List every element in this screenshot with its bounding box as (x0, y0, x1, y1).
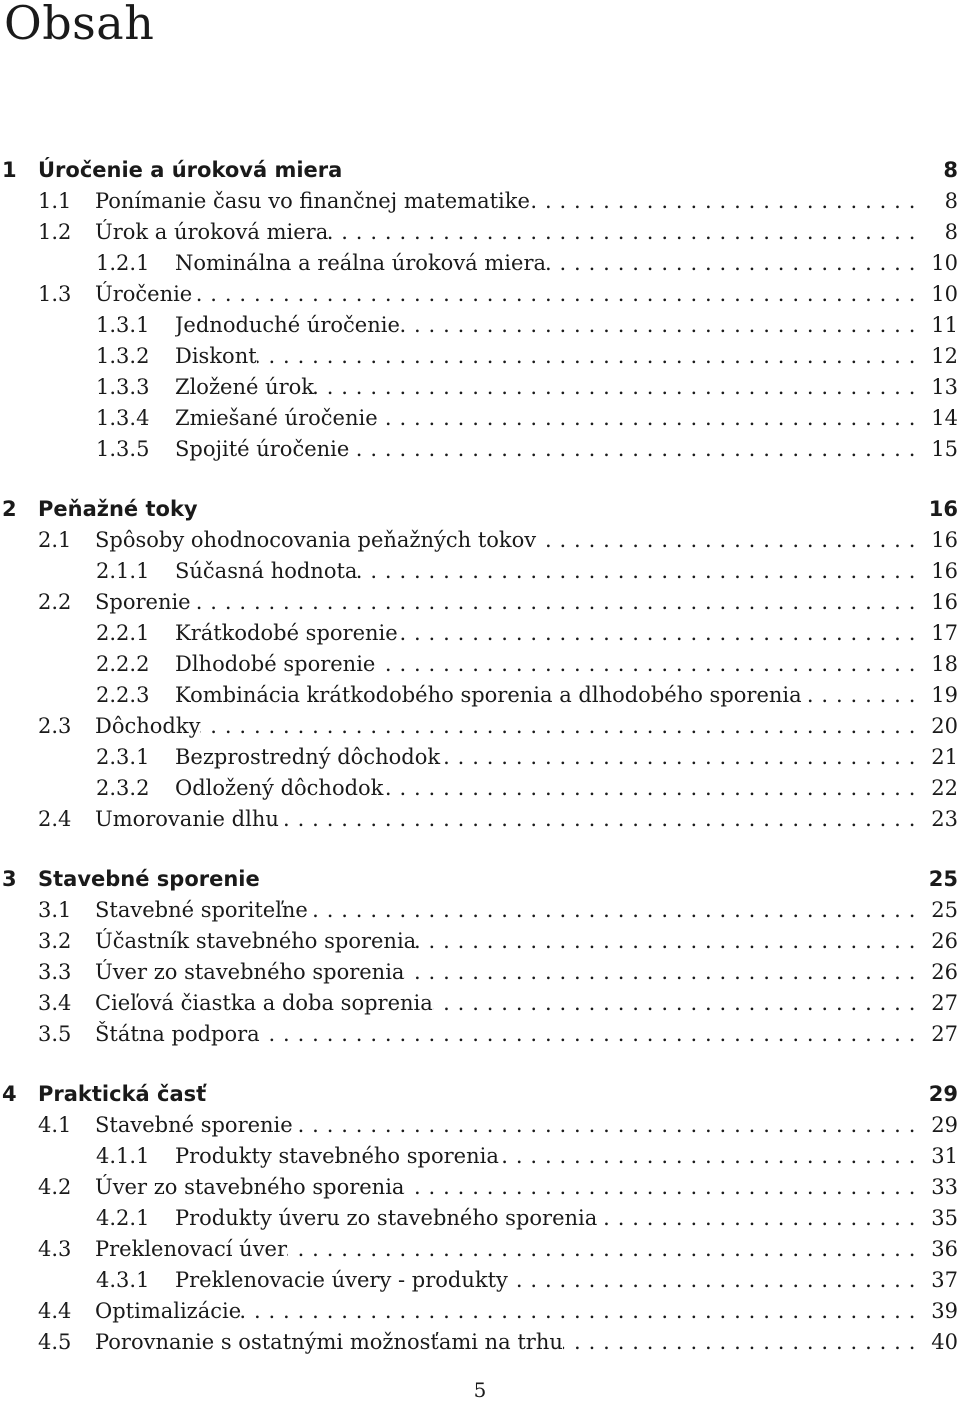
entry-title: Účastník stavebného sporenia (95, 929, 417, 953)
dot-leader (433, 988, 916, 1019)
entry-number: 4.2.1 (96, 1206, 150, 1230)
entry-number: 2.2 (38, 590, 72, 614)
toc-entry[interactable] (0, 1203, 960, 1234)
entry-page: 25 (931, 898, 958, 922)
entry-title: Diskont (175, 344, 257, 368)
entry-title: Štátna podpora (95, 1022, 260, 1046)
toc-entry[interactable] (0, 926, 960, 957)
dot-leader (260, 1019, 916, 1050)
table-of-contents (0, 155, 960, 1358)
entry-title: Jednoduché úročenie (175, 313, 400, 337)
entry-number: 4.3 (38, 1237, 72, 1261)
dot-leader (279, 804, 916, 835)
entry-page: 8 (944, 189, 958, 213)
dot-leader (508, 1265, 916, 1296)
entry-line (95, 186, 916, 217)
entry-line (95, 1110, 916, 1141)
entry-title: Produkty úveru zo stavebného sporenia (175, 1206, 598, 1230)
entry-title: Spôsoby ohodnocovania peňažných tokov (95, 528, 537, 552)
entry-line (175, 680, 916, 711)
toc-entry[interactable] (0, 186, 960, 217)
entry-page: 29 (931, 1113, 958, 1137)
entry-page: 31 (931, 1144, 958, 1168)
dot-leader (257, 341, 916, 372)
entry-page: 8 (944, 220, 958, 244)
dot-leader (499, 1141, 916, 1172)
toc-entry[interactable] (0, 1296, 960, 1327)
entry-line (95, 525, 916, 556)
entry-page: 16 (931, 590, 958, 614)
toc-entry[interactable] (0, 587, 960, 618)
toc-entry[interactable] (0, 434, 960, 465)
entry-number: 2.3.2 (96, 776, 150, 800)
entry-title: Súčasná hodnota (175, 559, 358, 583)
entry-line (175, 618, 916, 649)
entry-line (175, 649, 916, 680)
chapter-title: Úročenie a úroková miera (38, 158, 343, 182)
dot-leader (400, 310, 916, 341)
dot-leader (308, 895, 916, 926)
entry-number: 3.4 (38, 991, 72, 1015)
chapter-number: 1 (2, 158, 17, 182)
toc-entry[interactable] (0, 1265, 960, 1296)
toc-entry[interactable] (0, 1110, 960, 1141)
toc-entry[interactable] (0, 403, 960, 434)
entry-title: Preklenovací úver (95, 1237, 288, 1261)
entry-line (95, 804, 916, 835)
toc-entry[interactable] (0, 1327, 960, 1358)
entry-title: Dlhodobé sporenie (175, 652, 376, 676)
entry-number: 1.3.3 (96, 375, 150, 399)
dot-leader (546, 248, 916, 279)
entry-number: 2.2.3 (96, 683, 150, 707)
entry-page: 35 (931, 1206, 958, 1230)
entry-line (95, 217, 916, 248)
dot-leader (200, 711, 916, 742)
entry-line (175, 1141, 916, 1172)
entry-number: 1.3.5 (96, 437, 150, 461)
entry-number: 2.3 (38, 714, 72, 738)
entry-title: Zmiešané úročenie (175, 406, 378, 430)
entry-page: 39 (931, 1299, 958, 1323)
dot-leader (416, 926, 916, 957)
dot-leader (440, 742, 916, 773)
dot-leader (314, 372, 916, 403)
entry-title: Nominálna a reálna úroková miera (175, 251, 546, 275)
toc-entry[interactable] (0, 279, 960, 310)
entry-title: Dôchodky (95, 714, 201, 738)
entry-line (175, 341, 916, 372)
entry-page: 27 (931, 991, 958, 1015)
dot-leader (287, 1234, 916, 1265)
dot-leader (192, 279, 916, 310)
chapter-title: Peňažné toky (38, 497, 198, 521)
entry-line (95, 957, 916, 988)
entry-title: Stavebné sporiteľne (95, 898, 308, 922)
toc-chapter[interactable] (0, 864, 960, 895)
entry-number: 4.3.1 (96, 1268, 150, 1292)
entry-number: 1.2.1 (96, 251, 150, 275)
entry-line (175, 1203, 916, 1234)
entry-line (95, 711, 916, 742)
entry-line (95, 1234, 916, 1265)
chapter-number: 3 (2, 867, 17, 891)
entry-page: 20 (931, 714, 958, 738)
entry-page: 33 (931, 1175, 958, 1199)
page-number: 5 (473, 1378, 487, 1402)
entry-number: 3.2 (38, 929, 72, 953)
toc-entry[interactable] (0, 804, 960, 835)
toc-chapter[interactable] (0, 155, 960, 186)
entry-line (95, 926, 916, 957)
entry-page: 40 (931, 1330, 958, 1354)
entry-number: 4.2 (38, 1175, 72, 1199)
toc-entry[interactable] (0, 217, 960, 248)
entry-line (95, 587, 916, 618)
dot-leader (597, 1203, 916, 1234)
dot-leader (383, 773, 916, 804)
chapter-number: 4 (2, 1082, 17, 1106)
entry-title: Ponímanie času vo finančnej matematike (95, 189, 530, 213)
entry-line (175, 248, 916, 279)
dot-leader (563, 1327, 916, 1358)
entry-title: Kombinácia krátkodobého sporenia a dlhodobého sporenia (175, 683, 802, 707)
entry-page: 18 (931, 652, 958, 676)
toc-entry[interactable] (0, 618, 960, 649)
toc-entry[interactable] (0, 248, 960, 279)
dot-leader (802, 680, 916, 711)
entry-line (175, 742, 916, 773)
entry-number: 1.3.4 (96, 406, 150, 430)
entry-title: Sporenie (95, 590, 191, 614)
dot-leader (241, 1296, 916, 1327)
dot-leader (378, 403, 916, 434)
entry-page: 15 (931, 437, 958, 461)
toc-entry[interactable] (0, 957, 960, 988)
dot-leader (530, 186, 916, 217)
entry-number: 2.3.1 (96, 745, 150, 769)
entry-number: 3.5 (38, 1022, 72, 1046)
entry-number: 1.3 (38, 282, 72, 306)
toc-entry[interactable] (0, 1172, 960, 1203)
entry-title: Preklenovacie úvery - produkty (175, 1268, 508, 1292)
entry-number: 4.5 (38, 1330, 72, 1354)
dot-leader (536, 525, 916, 556)
entry-page: 19 (931, 683, 958, 707)
entry-title: Produkty stavebného sporenia (175, 1144, 499, 1168)
entry-line (175, 372, 916, 403)
dot-leader (191, 587, 916, 618)
entry-line (175, 556, 916, 587)
entry-title: Spojité úročenie (175, 437, 350, 461)
entry-page: 36 (931, 1237, 958, 1261)
entry-line (175, 310, 916, 341)
entry-page: 17 (931, 621, 958, 645)
entry-page: 23 (931, 807, 958, 831)
entry-title: Úver zo stavebného sporenia (95, 1175, 405, 1199)
toc-entry[interactable] (0, 525, 960, 556)
entry-title: Zložené úrok (175, 375, 315, 399)
entry-number: 3.1 (38, 898, 72, 922)
entry-title: Úrok a úroková miera (95, 220, 329, 244)
toc-entry[interactable] (0, 341, 960, 372)
chapter-number: 2 (2, 497, 17, 521)
entry-page: 16 (931, 528, 958, 552)
entry-line (175, 403, 916, 434)
toc-entry[interactable] (0, 556, 960, 587)
toc-entry[interactable] (0, 773, 960, 804)
entry-title: Krátkodobé sporenie (175, 621, 398, 645)
chapter-title: Praktická časť (38, 1082, 207, 1106)
entry-number: 2.1.1 (96, 559, 150, 583)
entry-number: 2.4 (38, 807, 72, 831)
chapter-page: 25 (928, 867, 958, 891)
dot-leader (375, 649, 916, 680)
entry-title: Umorovanie dlhu (95, 807, 279, 831)
entry-number: 1.3.2 (96, 344, 150, 368)
entry-line (95, 1296, 916, 1327)
entry-title: Stavebné sporenie (95, 1113, 293, 1137)
dot-leader (328, 217, 916, 248)
entry-line (175, 1265, 916, 1296)
toc-entry[interactable] (0, 1141, 960, 1172)
entry-number: 1.1 (38, 189, 72, 213)
entry-page: 27 (931, 1022, 958, 1046)
entry-page: 26 (931, 960, 958, 984)
entry-page: 14 (931, 406, 958, 430)
toc-entry[interactable] (0, 895, 960, 926)
entry-number: 4.1.1 (96, 1144, 150, 1168)
entry-title: Úročenie (95, 282, 193, 306)
entry-page: 10 (931, 251, 958, 275)
toc-entry[interactable] (0, 711, 960, 742)
dot-leader (398, 618, 916, 649)
toc-entry[interactable] (0, 1234, 960, 1265)
entry-line (175, 773, 916, 804)
entry-line (95, 279, 916, 310)
entry-title: Porovnanie s ostatnými možnosťami na trhu (95, 1330, 563, 1354)
entry-page: 12 (931, 344, 958, 368)
entry-page: 16 (931, 559, 958, 583)
chapter-page: 29 (928, 1082, 958, 1106)
dot-leader (349, 434, 916, 465)
chapter-page: 16 (928, 497, 958, 521)
toc-entry[interactable] (0, 742, 960, 773)
entry-title: Cieľová čiastka a doba soprenia (95, 991, 433, 1015)
toc-entry[interactable] (0, 988, 960, 1019)
entry-line (95, 895, 916, 926)
entry-line (95, 1019, 916, 1050)
entry-number: 2.2.2 (96, 652, 150, 676)
entry-line (175, 434, 916, 465)
toc-entry[interactable] (0, 649, 960, 680)
entry-page: 10 (931, 282, 958, 306)
entry-number: 4.4 (38, 1299, 72, 1323)
entry-page: 26 (931, 929, 958, 953)
entry-number: 1.2 (38, 220, 72, 244)
entry-title: Optimalizácie (95, 1299, 242, 1323)
entry-title: Úver zo stavebného sporenia (95, 960, 405, 984)
toc-chapter[interactable] (0, 1079, 960, 1110)
entry-title: Bezprostredný dôchodok (175, 745, 441, 769)
entry-number: 3.3 (38, 960, 72, 984)
dot-leader (293, 1110, 916, 1141)
entry-page: 37 (931, 1268, 958, 1292)
dot-leader (404, 1172, 916, 1203)
entry-title: Odložený dôchodok (175, 776, 384, 800)
entry-number: 1.3.1 (96, 313, 150, 337)
entry-page: 22 (931, 776, 958, 800)
toc-entry[interactable] (0, 1019, 960, 1050)
toc-entry[interactable] (0, 372, 960, 403)
dot-leader (404, 957, 916, 988)
chapter-title: Stavebné sporenie (38, 867, 260, 891)
entry-page: 11 (931, 313, 958, 337)
entry-number: 4.1 (38, 1113, 72, 1137)
entry-number: 2.1 (38, 528, 72, 552)
dot-leader (357, 556, 916, 587)
entry-page: 21 (931, 745, 958, 769)
entry-line (95, 1327, 916, 1358)
chapter-page: 8 (943, 158, 958, 182)
entry-page: 13 (931, 375, 958, 399)
page-title: Obsah (4, 0, 155, 50)
toc-chapter[interactable] (0, 494, 960, 525)
toc-entry[interactable] (0, 680, 960, 711)
entry-line (95, 988, 916, 1019)
entry-number: 2.2.1 (96, 621, 150, 645)
entry-line (95, 1172, 916, 1203)
toc-entry[interactable] (0, 310, 960, 341)
